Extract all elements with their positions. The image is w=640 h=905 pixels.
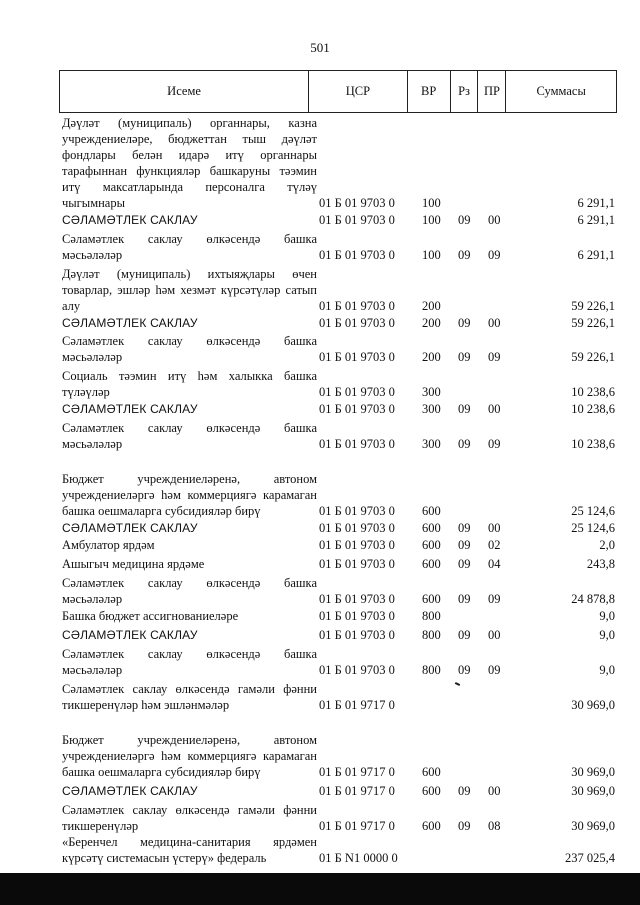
cell-sum: 59 226,1: [571, 349, 615, 364]
cell-name: СӘЛАМӘТЛЕК САКЛАУ: [62, 783, 198, 798]
cell-vr: 600: [422, 520, 441, 535]
cell-pr: 09: [488, 591, 501, 606]
cell-vr: 600: [422, 764, 441, 779]
table-row: [59, 802, 617, 834]
cell-name: СӘЛАМӘТЛЕК САКЛАУ: [62, 520, 198, 535]
cell-pr: 00: [488, 783, 501, 798]
table-row: [59, 556, 617, 572]
page-number: 501: [310, 40, 330, 55]
table-row: [59, 716, 617, 780]
cell-vr: 800: [422, 662, 441, 677]
cell-name: Сәламәтлек саклау өлкәсендә башка мәсьәләләр: [62, 333, 317, 364]
cell-sum: 30 969,0: [571, 818, 615, 833]
cell-rz: 09: [458, 556, 471, 571]
cell-csr: 01 Б 01 9703 0: [319, 662, 395, 677]
table-body: [59, 116, 617, 866]
cell-name: Социаль тәэмин итү һәм халыкка башка түләүләр: [62, 368, 317, 399]
cell-vr: 600: [422, 537, 441, 552]
cell-pr: 02: [488, 537, 501, 552]
cell-sum: 25 124,6: [571, 503, 615, 518]
cell-sum: 2,0: [599, 537, 615, 552]
table-row: [59, 783, 617, 799]
cell-csr: 01 Б 01 9703 0: [319, 537, 395, 552]
cell-csr: 01 Б 01 9703 0: [319, 401, 395, 416]
cell-name: Сәламәтлек саклау өлкәсендә башка мәсьәләләр: [62, 420, 317, 451]
cell-pr: 08: [488, 818, 501, 833]
column-header-pr: ПР: [478, 71, 506, 112]
table-row: [59, 266, 617, 314]
cell-rz: 09: [458, 315, 471, 330]
table-row: [59, 212, 617, 228]
table-row: [59, 420, 617, 452]
cell-csr: 01 Б 01 9717 0: [319, 818, 395, 833]
scan-border: [0, 873, 640, 905]
table-row: [59, 401, 617, 417]
cell-rz: 09: [458, 212, 471, 227]
column-header-vr: ВР: [408, 71, 451, 112]
column-header-name: Исеме: [60, 71, 309, 112]
table-row: [59, 231, 617, 263]
cell-sum: 10 238,6: [571, 401, 615, 416]
cell-csr: 01 Б 01 9703 0: [319, 247, 395, 262]
cell-sum: 243,8: [586, 556, 615, 571]
cell-name: Дәүләт (муниципаль) ихтыяҗлары өчен товарлар, эшләр һәм хезмәт күрсәтүләр сатып алу: [62, 266, 317, 313]
cell-vr: 300: [422, 384, 441, 399]
cell-name: СӘЛАМӘТЛЕК САКЛАУ: [62, 212, 198, 227]
cell-vr: 200: [422, 298, 441, 313]
cell-rz: 09: [458, 520, 471, 535]
table-row: [59, 537, 617, 553]
table-header: [59, 70, 617, 113]
cell-csr: 01 Б 01 9717 0: [319, 783, 395, 798]
budget-table: [59, 70, 617, 866]
cell-csr: 01 Б 01 9703 0: [319, 556, 395, 571]
cell-vr: 100: [422, 247, 441, 262]
cell-vr: 300: [422, 436, 441, 451]
cell-csr: 01 Б 01 9703 0: [319, 436, 395, 451]
cell-vr: 600: [422, 503, 441, 518]
cell-rz: 09: [458, 247, 471, 262]
cell-pr: 09: [488, 436, 501, 451]
cell-sum: 25 124,6: [571, 520, 615, 535]
cell-name: Сәламәтлек саклау өлкәсендә башка мәсьәләләр: [62, 646, 317, 677]
cell-csr: 01 Б N1 0000 0: [319, 850, 398, 865]
table-row: [59, 608, 617, 624]
cell-pr: 00: [488, 212, 501, 227]
cell-vr: 100: [422, 195, 441, 210]
cell-vr: 300: [422, 401, 441, 416]
cell-sum: 59 226,1: [571, 315, 615, 330]
cell-name: Сәламәтлек саклау өлкәсендә гамәли фәнни тикшеренүләр: [62, 802, 317, 833]
cell-sum: 59 226,1: [571, 298, 615, 313]
cell-csr: 01 Б 01 9703 0: [319, 627, 395, 642]
cell-rz: 09: [458, 783, 471, 798]
cell-vr: 600: [422, 818, 441, 833]
cell-rz: 09: [458, 627, 471, 642]
cell-name: СӘЛАМӘТЛЕК САКЛАУ: [62, 627, 198, 642]
cell-sum: 24 878,8: [571, 591, 615, 606]
cell-name: Бюджет учреждениеләренә, автоном учреждениеләргә һәм коммерциягә карамаган башка оешмаларга субсидияләр бирү: [62, 471, 317, 518]
table-row: [59, 520, 617, 536]
cell-csr: 01 Б 01 9703 0: [319, 298, 395, 313]
cell-name: Бюджет учреждениеләренә, автоном учреждениеләргә һәм коммерциягә карамаган башка оешмаларга субсидияләр бирү: [62, 732, 317, 779]
cell-pr: 04: [488, 556, 501, 571]
cell-name: Сәламәтлек саклау өлкәсендә башка мәсьәләләр: [62, 231, 317, 262]
cell-csr: 01 Б 01 9703 0: [319, 195, 395, 210]
cell-name: Башка бюджет ассигнованиеләре: [62, 608, 239, 623]
table-row: [59, 333, 617, 365]
cell-vr: 100: [422, 212, 441, 227]
cell-csr: 01 Б 01 9717 0: [319, 697, 395, 712]
cell-rz: 09: [458, 349, 471, 364]
cell-rz: 09: [458, 662, 471, 677]
table-row: [59, 646, 617, 678]
cell-name: СӘЛАМӘТЛЕК САКЛАУ: [62, 401, 198, 416]
cell-vr: 600: [422, 591, 441, 606]
cell-csr: 01 Б 01 9703 0: [319, 212, 395, 227]
cell-sum: 6 291,1: [577, 195, 615, 210]
cell-rz: 09: [458, 537, 471, 552]
cell-sum: 10 238,6: [571, 436, 615, 451]
cell-vr: 200: [422, 349, 441, 364]
column-header-sum: Суммасы: [536, 84, 586, 98]
cell-sum: 237 025,4: [565, 850, 615, 865]
cell-pr: 09: [488, 662, 501, 677]
cell-pr: 00: [488, 520, 501, 535]
cell-csr: 01 Б 01 9703 0: [319, 503, 395, 518]
cell-vr: 600: [422, 783, 441, 798]
cell-vr: 600: [422, 556, 441, 571]
cell-sum: 30 969,0: [571, 697, 615, 712]
table-row: [59, 627, 617, 643]
table-row: [59, 368, 617, 400]
column-header-rz: Рз: [451, 71, 479, 112]
cell-csr: 01 Б 01 9717 0: [319, 764, 395, 779]
cell-name: Ашыгыч медицина ярдәме: [62, 556, 205, 571]
cell-name: Сәламәтлек саклау өлкәсендә башка мәсьәләләр: [62, 575, 317, 606]
cell-pr: 09: [488, 349, 501, 364]
cell-rz: 09: [458, 818, 471, 833]
cell-csr: 01 Б 01 9703 0: [319, 349, 395, 364]
cell-sum: 9,0: [599, 662, 615, 677]
cell-vr: 800: [422, 608, 441, 623]
cell-pr: 00: [488, 315, 501, 330]
cell-pr: 00: [488, 401, 501, 416]
table-row: [59, 116, 617, 211]
table-row: [59, 315, 617, 331]
cell-csr: 01 Б 01 9703 0: [319, 520, 395, 535]
cell-rz: 09: [458, 436, 471, 451]
cell-sum: 10 238,6: [571, 384, 615, 399]
cell-sum: 30 969,0: [571, 764, 615, 779]
table-row: [59, 834, 617, 866]
cell-csr: 01 Б 01 9703 0: [319, 608, 395, 623]
cell-pr: 09: [488, 247, 501, 262]
cell-rz: 09: [458, 591, 471, 606]
column-header-csr: ЦСР: [309, 71, 408, 112]
cell-name: «Беренчел медицина-санитария ярдәмен күрсәтү системасын үстерү» федераль: [62, 834, 317, 865]
cell-csr: 01 Б 01 9703 0: [319, 591, 395, 606]
cell-sum: 30 969,0: [571, 783, 615, 798]
cell-csr: 01 Б 01 9703 0: [319, 315, 395, 330]
cell-sum: 6 291,1: [577, 212, 615, 227]
cell-rz: 09: [458, 401, 471, 416]
cell-sum: 6 291,1: [577, 247, 615, 262]
cell-sum: 9,0: [599, 608, 615, 623]
cell-vr: 200: [422, 315, 441, 330]
cell-name: Амбулатор ярдәм: [62, 537, 155, 552]
cell-sum: 9,0: [599, 627, 615, 642]
cell-name: Дәүләт (муниципаль) органнары, казна учреждениеләре, бюджеттан тыш дәүләт фондлары белән идарә итү органнары тарафыннан функцияләр башкаруны тәэмин итү максатларында персоналга түләү чыгымнары: [62, 116, 317, 210]
cell-name: Сәламәтлек саклау өлкәсендә гамәли фәнни тикшеренүләр һәм эшләнмәләр: [62, 681, 317, 712]
table-row: [59, 681, 617, 713]
table-row: [59, 575, 617, 607]
cell-name: СӘЛАМӘТЛЕК САКЛАУ: [62, 315, 198, 330]
cell-csr: 01 Б 01 9703 0: [319, 384, 395, 399]
table-row: [59, 455, 617, 519]
cell-vr: 800: [422, 627, 441, 642]
cell-pr: 00: [488, 627, 501, 642]
